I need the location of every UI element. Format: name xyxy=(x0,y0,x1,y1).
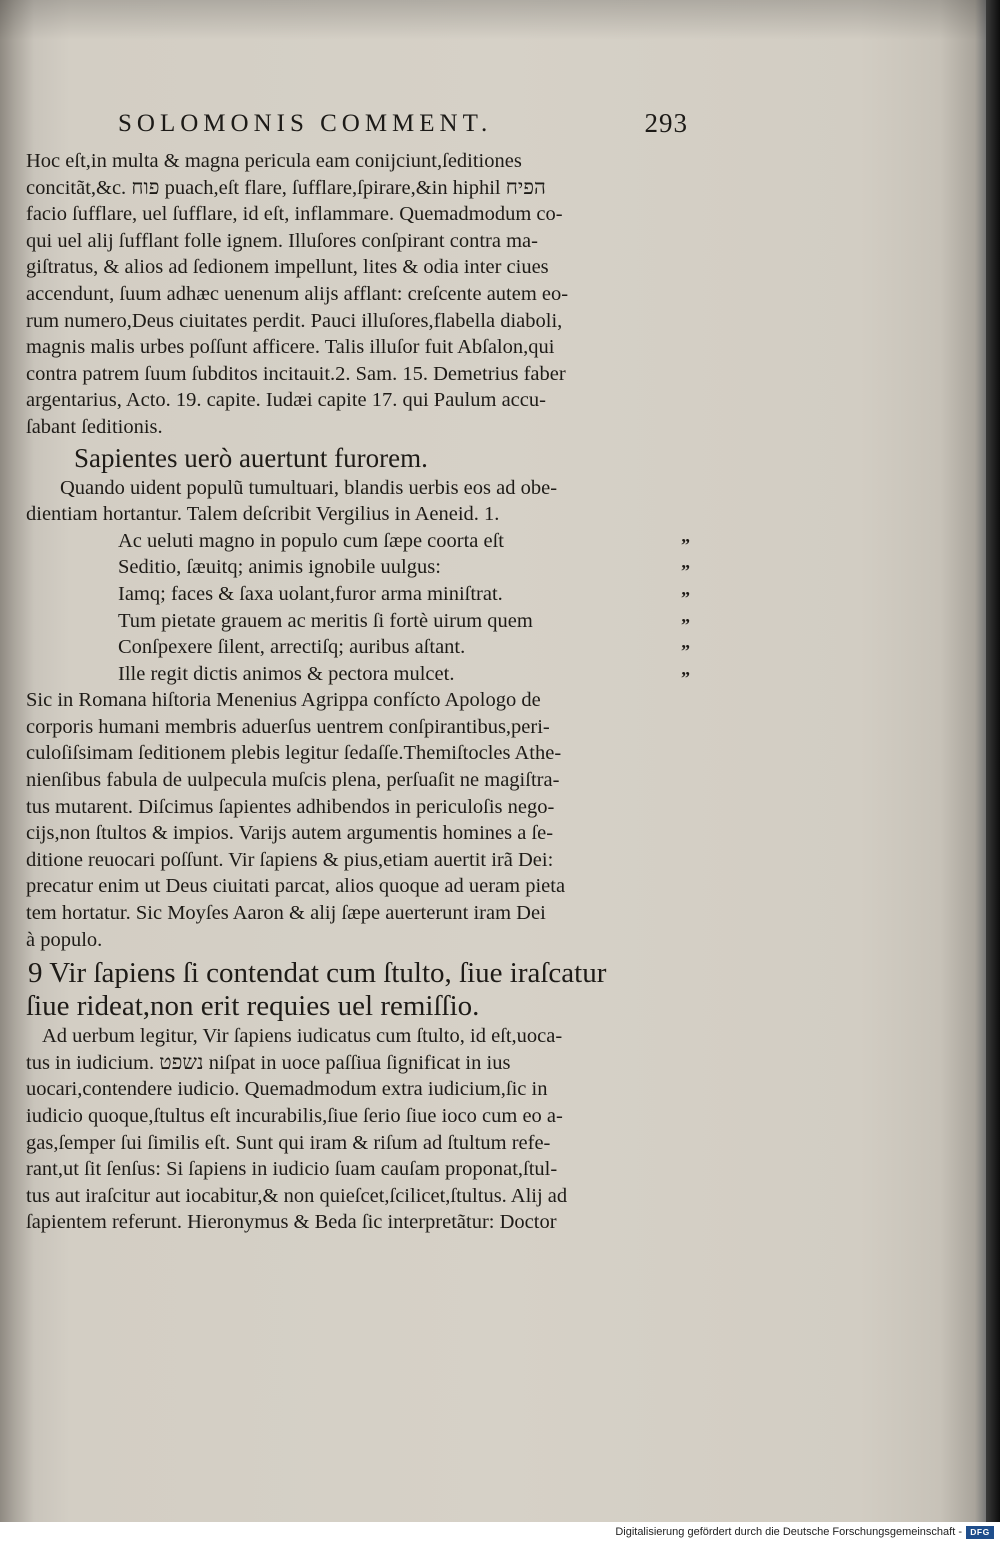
text-line: Ad uerbum legitur, Vir ſapiens iudicatus cum ſtulto, id eſt,uoca- xyxy=(42,1025,563,1048)
quote-mark: ” xyxy=(681,534,690,555)
paragraph-4 xyxy=(26,1023,686,1236)
verse-line xyxy=(26,581,690,608)
heading-line: 9 Vir ſapiens ſi contendat cum ſtulto, ſiue iraſcatur xyxy=(28,957,607,990)
text-line: magnis malis urbes poſſunt afficere. Talis illuſor fuit Abſalon,qui xyxy=(26,336,555,359)
text-line: precatur enim ut Deus ciuitati parcat, alios quoque ad ueram pieta xyxy=(26,875,566,898)
text-line: Sic in Romana hiſtoria Menenius Agrippa confícto Apologo de xyxy=(26,689,541,712)
paragraph-1 xyxy=(26,148,686,441)
text-line: culoſiſsimam ſeditionem plebis legitur ſedaſſe.Themiſtocles Athe- xyxy=(26,742,562,765)
text-line: accendunt, ſuum adhæc uenenum alijs afflant: creſcente autem eo- xyxy=(26,282,569,305)
text-line: Hoc eſt,in multa & magna pericula eam conijciunt,ſeditiones xyxy=(26,150,522,172)
text-line: iudicio quoque,ſtultus eſt incurabilis,ſiue ſerio ſiue ioco cum eo a- xyxy=(26,1105,563,1127)
digitization-footer xyxy=(0,1522,1000,1543)
quote-mark: ” xyxy=(681,561,690,582)
verse-line xyxy=(26,528,690,555)
verse-text: Conſpexere ſilent, arrectiſq; auribus aſtant. xyxy=(118,636,466,659)
quote-mark: ” xyxy=(681,587,690,608)
text-line: facio ſufflare, uel ſufflare, id eſt, inflammare. Quemadmodum co- xyxy=(26,203,563,226)
paragraph-2 xyxy=(26,475,686,528)
quote-mark: ” xyxy=(681,641,690,662)
text-line: ditione reuocari poſſunt. Vir ſapiens & pius,etiam auertit irã Dei: xyxy=(26,848,554,871)
heading-line: ſiue rideat,non erit requies uel remiſſio. xyxy=(26,990,480,1023)
verse-text: Seditio, ſæuitq; animis ignobile uulgus: xyxy=(118,556,441,579)
text-line: gas,ſemper ſui ſimilis eſt. Sunt qui iram & riſum ad ſtultum refe- xyxy=(26,1131,551,1154)
text-line: concitãt,&c. פוח puach,eſt flare, ſufflare,ſpirare,&in hiphil הפיח xyxy=(26,176,546,199)
verse-text: Ac ueluti magno in populo cum ſæpe coorta eſt xyxy=(118,529,504,552)
verse-line xyxy=(26,634,690,662)
quote-mark: ” xyxy=(681,667,690,688)
quote-mark: ” xyxy=(681,614,690,635)
verse-line xyxy=(26,608,690,635)
text-line: nienſibus fabula de uulpecula muſcis plena, perſuaſit ne magiſtra- xyxy=(26,769,560,792)
text-line: tus in iudicium. נשפט niſpat in uoce paſſiua ſignificat in ius xyxy=(26,1051,511,1074)
funding-credit: Digitalisierung gefördert durch die Deutsche Forschungsgemeinschaft - xyxy=(615,1526,962,1538)
text-line: corporis humani membris aduerſus uentrem conſpirantibus,peri- xyxy=(26,715,550,738)
page-number: 293 xyxy=(644,108,688,138)
verse-text: Tum pietate grauem ac meritis ſi fortè uirum quem xyxy=(118,609,533,632)
text-line: tus mutarent. Diſcimus ſapientes adhibendos in periculoſis nego- xyxy=(26,795,555,818)
section-heading-2 xyxy=(26,957,686,1023)
text-line: argentarius, Acto. 19. capite. Iudæi capite 17. qui Paulum accu- xyxy=(26,389,546,412)
page-text xyxy=(26,148,690,1236)
verse-line xyxy=(26,554,690,582)
text-line: à populo. xyxy=(26,928,103,951)
running-title: SOLOMONIS COMMENT. xyxy=(118,110,493,137)
paragraph-3 xyxy=(26,687,686,953)
text-line: dientiam hortantur. Talem deſcribit Vergilius in Aeneid. 1. xyxy=(26,503,500,526)
text-line: tem hortatur. Sic Moyſes Aaron & alij ſæpe auerterunt iram Dei xyxy=(26,902,546,925)
running-head xyxy=(118,110,688,146)
text-line: cijs,non ſtultos & impios. Varijs autem argumentis homines a ſe- xyxy=(26,822,554,845)
text-line: ſapientem referunt. Hieronymus & Beda ſic interpretãtur: Doctor xyxy=(26,1211,557,1234)
text-line: contra patrem ſuum ſubditos incitauit.2. Sam. 15. Demetrius faber xyxy=(26,362,566,385)
verse-quotation xyxy=(26,528,690,688)
text-line: rum numero,Deus ciuitates perdit. Pauci illuſores,flabella diaboli, xyxy=(26,309,563,332)
verse-line xyxy=(26,661,690,688)
section-heading-1: Sapientes uerò auertunt furorem. xyxy=(74,442,428,473)
dfg-logo: DFG xyxy=(966,1526,994,1539)
text-line: ſabant ſeditionis. xyxy=(26,415,163,438)
text-line: qui uel alij ſufflant folle ignem. Illuſores conſpirant contra ma- xyxy=(26,229,538,252)
page-edge-shadow xyxy=(986,0,1000,1522)
text-line: giſtratus, & alios ad ſedionem impellunt, lites & odia inter ciues xyxy=(26,256,549,279)
text-line: uocari,contendere iudicio. Quemadmodum extra iudicium,ſic in xyxy=(26,1078,548,1101)
text-line: rant,ut ſit ſenſus: Si ſapiens in iudicio ſuam cauſam proponat,ſtul- xyxy=(26,1158,558,1181)
text-line: tus aut iraſcitur aut iocabitur,& non quieſcet,ſcilicet,ſtultus. Alij ad xyxy=(26,1184,568,1207)
verse-text: Iamq; faces & ſaxa uolant,furor arma miniſtrat. xyxy=(118,582,503,605)
verse-text: Ille regit dictis animos & pectora mulcet. xyxy=(118,662,455,685)
text-line: Quando uident populũ tumultuari, blandis uerbis eos ad obe- xyxy=(60,476,558,499)
